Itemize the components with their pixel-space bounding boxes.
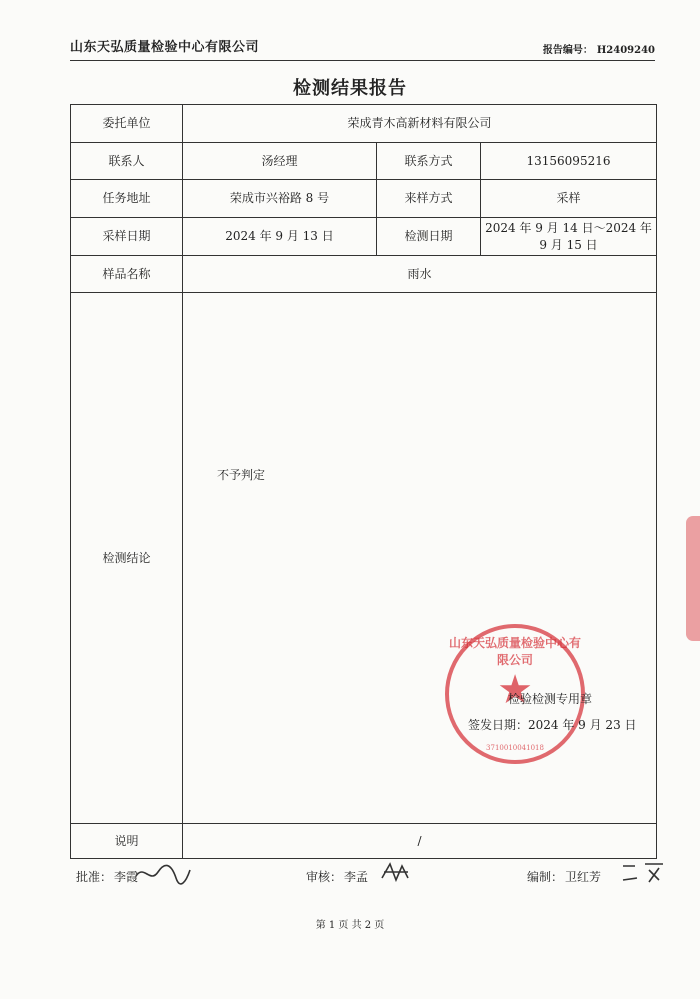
contact-label: 联系人: [71, 143, 183, 180]
table-row: [71, 143, 657, 180]
handwritten-signature-icon: [619, 858, 669, 888]
reviewer-signature: [306, 868, 368, 885]
sampling-date-value: 2024 年 9 月 13 日: [183, 218, 377, 256]
sample-name-label: 样品名称: [71, 256, 183, 293]
signature-row: [0, 868, 700, 898]
contact-method-value: 13156095216: [481, 143, 657, 180]
seal-text: 山东天弘质量检验中心有限公司: [449, 636, 582, 667]
handwritten-signature-icon: [132, 858, 192, 888]
table-row: [71, 256, 657, 293]
contact-value: 汤经理: [183, 143, 377, 180]
note-label: 说明: [71, 824, 183, 859]
editor-label: 编制：: [527, 870, 564, 884]
contact-method-label: 联系方式: [377, 143, 481, 180]
report-number: [539, 41, 655, 56]
editor-signature: [527, 868, 601, 885]
edge-seal: [686, 516, 700, 641]
reviewer-label: 审核：: [306, 870, 343, 884]
company-name: 山东天弘质量检验中心有限公司: [70, 40, 260, 55]
header-divider: [70, 60, 655, 61]
conclusion-cell: [183, 293, 657, 824]
sample-source-label: 来样方式: [377, 180, 481, 218]
table-row: [71, 105, 657, 143]
sampling-date-label: 采样日期: [71, 218, 183, 256]
handwritten-signature-icon: [378, 858, 412, 888]
conclusion-label: 检测结论: [71, 293, 183, 824]
sample-name-value: 雨水: [183, 256, 657, 293]
test-date-label: 检测日期: [377, 218, 481, 256]
report-header: [70, 36, 655, 60]
conclusion-value: 不予判定: [217, 468, 266, 482]
issue-date: 签发日期：2024 年 9 月 23 日: [468, 718, 637, 732]
editor-name: 卫红芳: [565, 870, 602, 884]
note-value: /: [183, 824, 657, 859]
approver-signature: [76, 868, 138, 885]
document-title: 检测结果报告: [293, 78, 407, 99]
reviewer-name: 李孟: [344, 870, 369, 884]
approver-name: 李霞: [114, 870, 139, 884]
page-number: 第 1 页 共 2 页: [315, 920, 385, 931]
table-row: [71, 180, 657, 218]
client-value: 荣成青木高新材料有限公司: [183, 105, 657, 143]
seal-code: 3710010041018: [486, 744, 544, 752]
table-row: [71, 218, 657, 256]
report-number-label: 报告编号：: [542, 45, 593, 56]
client-label: 委托单位: [71, 105, 183, 143]
address-label: 任务地址: [71, 180, 183, 218]
seal-caption: 检验检测专用章: [508, 692, 593, 706]
approver-label: 批准：: [76, 870, 113, 884]
table-row: [71, 824, 657, 859]
sample-source-value: 采样: [481, 180, 657, 218]
star-icon: ★: [497, 667, 533, 713]
address-value: 荣成市兴裕路 8 号: [183, 180, 377, 218]
report-number-value: H2409240: [596, 45, 655, 56]
test-date-value: 2024 年 9 月 14 日～2024 年 9 月 15 日: [481, 218, 657, 256]
